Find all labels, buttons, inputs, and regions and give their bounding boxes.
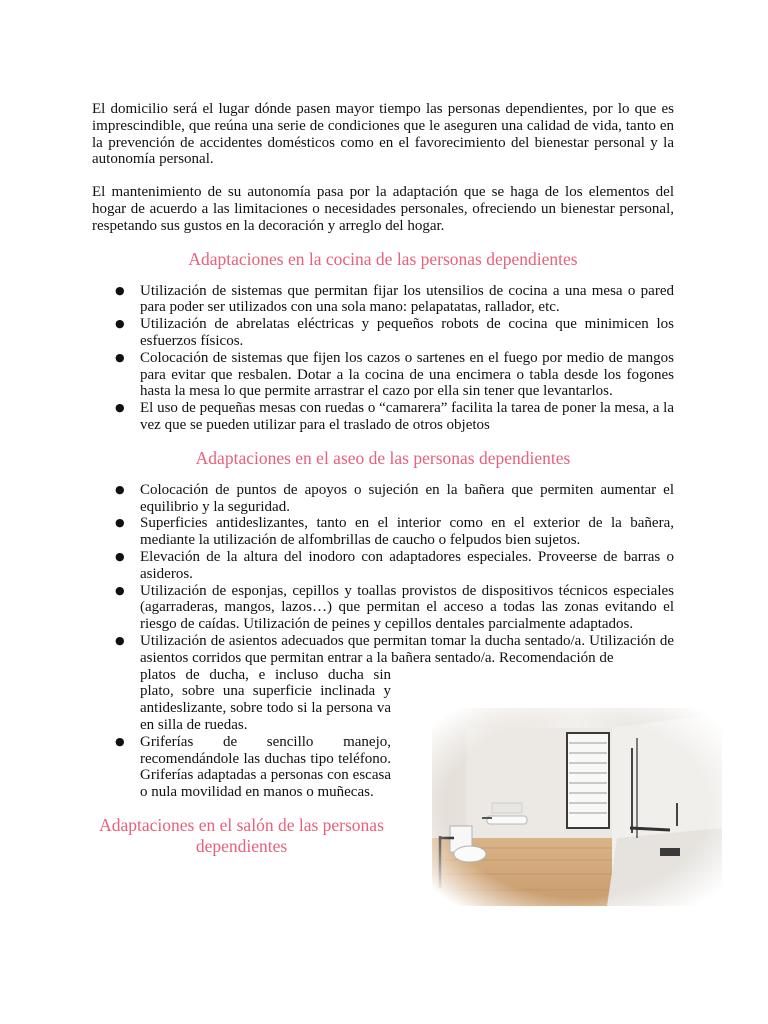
list-item: ● El uso de pequeñas mesas con ruedas o “camarera” facilita la tarea de poner la mesa, a la vez que se pueden utilizar para el traslado de otros objetos [92, 400, 674, 434]
list-item: ● Griferías de sencillo manejo, recomendándole las duchas tipo teléfono. Griferías adaptadas a personas con escasa o nula movilidad en manos o muñecas. [92, 734, 391, 801]
list-item: ● Colocación de puntos de apoyos o sujeción en la bañera que permiten aumentar el equilibrio y la seguridad. [92, 482, 674, 516]
intro-paragraph-2: El mantenimiento de su autonomía pasa por la adaptación que se haga de los elementos del hogar de acuerdo a las limitaciones o necesidades personales, ofreciendo un bienestar personal, respetando sus gustos en la decoración y arreglo del hogar. [92, 184, 674, 234]
list-item: ● Utilización de asientos adecuados que permitan tomar la ducha sentado/a. Utilización de asientos corridos que permitan entrar a la bañera sentado/a. Recomendación de [92, 633, 674, 667]
bathroom-list [92, 482, 674, 667]
bathroom-heading: Adaptaciones en el aseo de las personas dependientes [195, 447, 571, 468]
kitchen-list [92, 283, 674, 434]
intro-paragraph-1: El domicilio será el lugar dónde pasen mayor tiempo las personas dependientes, por lo que es imprescindible, que reúna una serie de condiciones que le aseguren una calidad de vida, tanto en la prevención de accidentes domésticos como en el favorecimiento del bienestar personal y la autonomía personal. [92, 101, 674, 168]
list-item: ● Superficies antideslizantes, tanto en el interior como en el exterior de la bañera, mediante la utilización de alfombrillas de caucho o felpudos bien sujetos. [92, 515, 674, 549]
list-item: ● Utilización de sistemas que permitan fijar los utensilios de cocina a una mesa o pared para poder ser utilizados con una sola mano: pelapatatas, rallador, etc. [92, 283, 674, 317]
living-heading: Adaptaciones en el salón de las personas dependientes [99, 814, 384, 856]
list-item: ● Colocación de sistemas que fijen los cazos o sartenes en el fuego por medio de mangos para evitar que resbalen. Dotar a la cocina de una encimera o tabla desde los fogones hasta la mesa lo que permite arrastrar el cazo por ella sin tener que levantarlos. [92, 350, 674, 400]
list-item: ● Elevación de la altura del inodoro con adaptadores especiales. Proveerse de barras o asideros. [92, 549, 674, 583]
bathroom-illustration [432, 708, 722, 906]
kitchen-heading: Adaptaciones en la cocina de las personas dependientes [188, 248, 578, 269]
list-item-continuation: platos de ducha, e incluso ducha sin plato, sobre una superficie inclinada y antideslizante, sobre todo si la persona va en silla de ruedas. [140, 666, 391, 733]
list-item: ● Utilización de esponjas, cepillos y toallas provistos de dispositivos técnicos especiales (agarraderas, mangos, lazos…) que permitan el acceso a todas las zonas evitando el riesgo de caídas. Utilización de peines y cepillos dentales parcialmente adaptados. [92, 583, 674, 633]
list-item: ● Utilización de abrelatas eléctricas y pequeños robots de cocina que minimicen los esfuerzos físicos. [92, 316, 674, 350]
